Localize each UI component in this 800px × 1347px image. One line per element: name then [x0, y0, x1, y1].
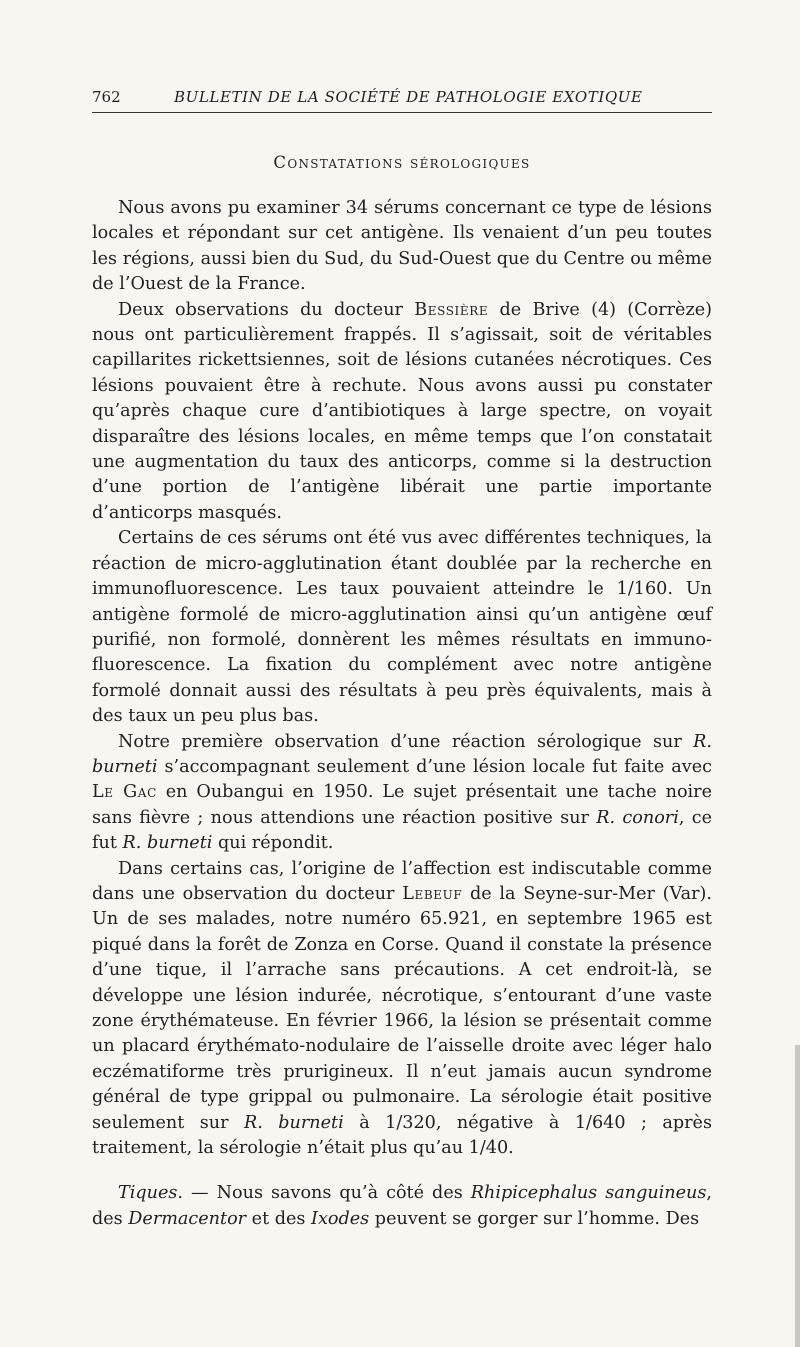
running-title: BULLETIN DE LA SOCIÉTÉ DE PATHOLOGIE EXOTIQUE — [174, 88, 643, 106]
species-name: R. conori — [596, 807, 679, 828]
paragraph-5 — [92, 857, 712, 1162]
species-name: R. burneti — [244, 1112, 344, 1133]
text-run: , ce fut — [92, 807, 713, 854]
paragraph-3: Certains de ces sérums ont été vus avec différentes techniques, la réaction de micro-agglutination étant doublée par la recherche en immunofluorescence. Les taux pouvaient atteindre le 1/160. Un antigène formolé de micro-agglutination ainsi qu’un antigène œuf purifié, non formolé, donnèrent les mêmes résultats en immuno-fluorescence. La fixation du complément avec notre antigène formolé donnait aussi des résultats à peu près équivalents, mais à des taux un peu plus bas. — [92, 528, 712, 727]
author-name-lebeuf: Lebeuf — [402, 883, 463, 904]
text-run: et des — [246, 1208, 312, 1229]
text-run: en Oubangui en 1950. Le sujet présentait une tache noire sans fièvre ; nous attendions une réaction positive sur — [92, 782, 712, 828]
text-run: s’accompagnant seulement d’une lésion locale fut faite avec — [157, 756, 712, 777]
species-name: R. burneti — [122, 833, 213, 854]
page-number: 762 — [92, 88, 121, 106]
section-title: Constatations sérologiques — [273, 153, 531, 172]
text-run: Deux observations du docteur — [118, 299, 415, 320]
species-name: Rhipicephalus sanguineus — [470, 1183, 707, 1204]
page-edge-shadow — [795, 1045, 800, 1347]
author-name-bessiere: Bessière — [414, 299, 489, 320]
species-name: R. burneti — [92, 731, 712, 777]
page — [92, 84, 712, 1232]
running-header — [92, 84, 712, 113]
paragraph-tiques — [92, 1181, 712, 1232]
paragraph-2 — [92, 298, 712, 527]
author-name-legac: Le Gac — [92, 782, 157, 803]
text-run: de la Seyne-sur-Mer (Var). Un de ses malades, notre numéro 65.921, en septembre 1965 est piqué dans la forêt de Zonza en Corse. Quand il constate la présence d’une tique, il l’arrache sans précautions. A cet endroit-là, se développe une lésion indurée, nécrotique, s’entourant d’une vaste zone érythémateuse. En février 1966, la lésion se présentait comme un placard érythémato-nodulaire de l’aisselle droite avec léger halo eczématiforme très prurigineux. Il n’eut jamais aucun syndrome général de type grippal ou pulmonaire. La sérologie était positive seulement sur — [92, 883, 712, 1133]
text-run: Dans certains cas, l’origine de l’affection est indiscutable comme dans une observation du docteur — [92, 858, 712, 904]
text-run: peuvent se gorger sur l’homme. Des — [369, 1208, 700, 1229]
text-run: , des — [92, 1183, 712, 1229]
text-run: Notre première observation d’une réaction sérologique sur — [118, 731, 694, 752]
paragraph-1: Nous avons pu examiner 34 sérums concernant ce type de lésions locales et répondant sur cet antigène. Ils venaient d’un peu toutes les régions, aussi bien du Sud, du Sud-Ouest que du Centre ou même de l’Ouest de la France. — [92, 198, 712, 295]
paragraph-4 — [92, 730, 712, 857]
subsection-heading: Tiques. — [118, 1183, 183, 1204]
text-run: qui répondit. — [212, 833, 334, 854]
text-run: — Nous savons qu’à côté des — [183, 1183, 471, 1204]
text-run: à 1/320, négative à 1/640 ; après traitement, la sérologie n’était plus qu’au 1/40. — [92, 1112, 712, 1159]
species-name: Ixodes — [311, 1208, 370, 1229]
text-run: de Brive (4) (Corrèze) nous ont particulièrement frappés. Il s’agissait, soit de véritables capillarites rickettsiennes, soit de lésions cutanées nécrotiques. Ces lésions pouvaient être à rechute. Nous avons aussi pu constater qu’après chaque cure d’antibiotiques à large spectre, on voyait disparaître des lésions locales, en même temps que l’on constatait une augmentation du taux des anticorps, comme si la destruction d’une portion de l’antigène libérait une partie importante d’anticorps masqués. — [92, 299, 713, 523]
species-name: Dermacentor — [128, 1208, 247, 1229]
